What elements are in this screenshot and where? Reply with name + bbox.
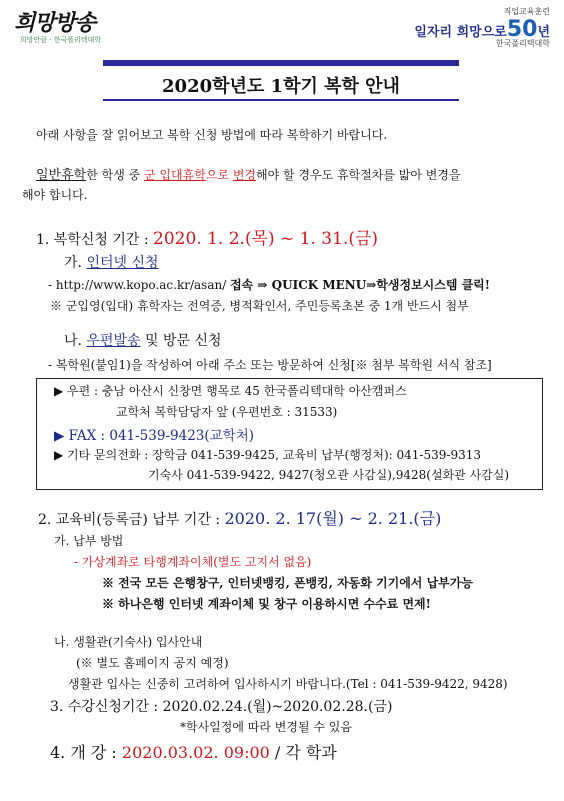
s1-ga-line2: ※ 군입영(입대) 휴학자는 전역증, 병적확인서, 주민등록초본 중 1개 반드시 첨부 [50, 299, 469, 313]
s1-ga-title: 인터넷 신청 [86, 255, 159, 271]
page-title: 2020학년도 1학기 복학 안내 [162, 76, 400, 97]
intro-text: 아래 사항을 잘 읽어보고 복학 신청 방법에 따라 복학하기 바랍니다. [36, 128, 388, 142]
s2-na-line2: 생활관 입사는 신중히 고려하여 입사하시기 바랍니다.(Tel : 041-539-9422, 9428) [68, 677, 508, 691]
left-logo [14, 6, 101, 45]
section4-label: 4. 개 강 : [50, 743, 122, 762]
section2-dates: 2020. 2. 17(월) ~ 2. 21.(금) [224, 509, 442, 528]
s2-ga-line1: - 가상계좌로 타행계좌이체(별도 고지서 없음) [74, 555, 312, 569]
right-logo-suffix: 년 [537, 25, 550, 40]
s2-ga-line3: ※ 하나은행 인터넷 계좌이체 및 창구 이용하시면 수수료 면제! [102, 597, 431, 611]
s1-ga-quick-menu: 접속 ⇒ QUICK MENU⇒학생정보시스템 클릭! [230, 278, 491, 292]
box-dorm-phone: 기숙사 041-539-9422, 9427(청오관 사감실),9428(설화관 사감실) [148, 468, 510, 482]
section1-dates: 2020. 1. 2.(목) ~ 1. 31.(금) [153, 229, 379, 249]
right-logo-line2: 일자리 희망으로 [414, 25, 507, 40]
section4-heading [50, 740, 337, 763]
s1-na-rest: 및 방문 신청 [140, 333, 222, 349]
notice-line1 [36, 164, 461, 183]
right-logo-50: 50 [506, 17, 538, 42]
left-logo-tagline: 희망만큼 · 한국폴리텍대학 [20, 36, 102, 44]
s1-ga-line1 [48, 276, 490, 293]
section2-heading [38, 506, 441, 529]
s1-na-title: 우편발송 [86, 333, 141, 349]
left-logo-wordmark: 희망방송 [14, 10, 96, 36]
s1-na-heading [64, 330, 222, 350]
section4-rest: / 각 학과 [269, 743, 337, 762]
notice-change: 변경 [232, 168, 257, 182]
section4-date: 2020.03.02. 09:00 [121, 743, 270, 762]
section1-label: 1. 복학신청 기간 : [36, 232, 154, 248]
s1-ga-label: 가. [64, 255, 87, 271]
right-logo-line1: 직업교육훈련 [503, 7, 550, 16]
box-fax: ▶ FAX : 041-539-9423(교학처) [54, 428, 255, 444]
s1-ga-heading [64, 252, 159, 272]
section1-heading [36, 224, 378, 249]
s1-na-line1: - 복학원(붙임1)을 작성하여 아래 주소 또는 방문하여 신청[※ 첨부 복학원 서식 참조] [48, 358, 492, 372]
notice-text-d: 으로 [205, 168, 233, 182]
section2-label: 2. 교육비(등록금) 납부 기간 : [38, 512, 225, 528]
s1-na-label: 나. [64, 333, 87, 349]
box-mail-address: ▶ 우편 : 충남 아산시 신창면 행목로 45 한국폴리텍대학 아산캠퍼스 [54, 384, 407, 398]
s2-na-line1: (※ 별도 홈페이지 공지 예정) [76, 656, 229, 670]
right-logo [414, 6, 550, 49]
title-box [103, 60, 459, 101]
box-mail-recipient: 교학처 복학담당자 앞 (우편번호 : 31533) [116, 405, 338, 419]
notice-general-leave: 일반휴학 [36, 168, 87, 183]
box-phone: ▶ 기타 문의전화 : 장학금 041-539-9425, 교육비 납부(행정처): 041-539-9313 [54, 448, 481, 462]
s2-ga-line2: ※ 전국 모든 은행창구, 인터넷뱅킹, 폰뱅킹, 자동화 기기에서 납부가능 [102, 576, 473, 590]
section3-heading: 3. 수강신청기간 : 2020.02.24.(월)~2020.02.28.(금) [50, 699, 393, 715]
notice-text-b: 한 학생 중 [86, 168, 145, 182]
notice-line2: 해야 합니다. [22, 188, 88, 202]
notice-military-leave: 군 입대휴학 [144, 168, 206, 182]
section3-note: *학사일정에 따라 변경될 수 있음 [180, 720, 352, 734]
s2-ga-heading: 가. 납부 방법 [54, 534, 124, 548]
s2-na-heading: 나. 생활관(기숙사) 입사안내 [54, 635, 203, 649]
right-logo-line3: 한국폴리텍대학 [495, 39, 550, 48]
s1-ga-url: - http://www.kopo.ac.kr/asan/ [48, 278, 231, 292]
notice-text-f: 해야 할 경우도 휴학절차를 밟아 변경을 [256, 168, 461, 182]
